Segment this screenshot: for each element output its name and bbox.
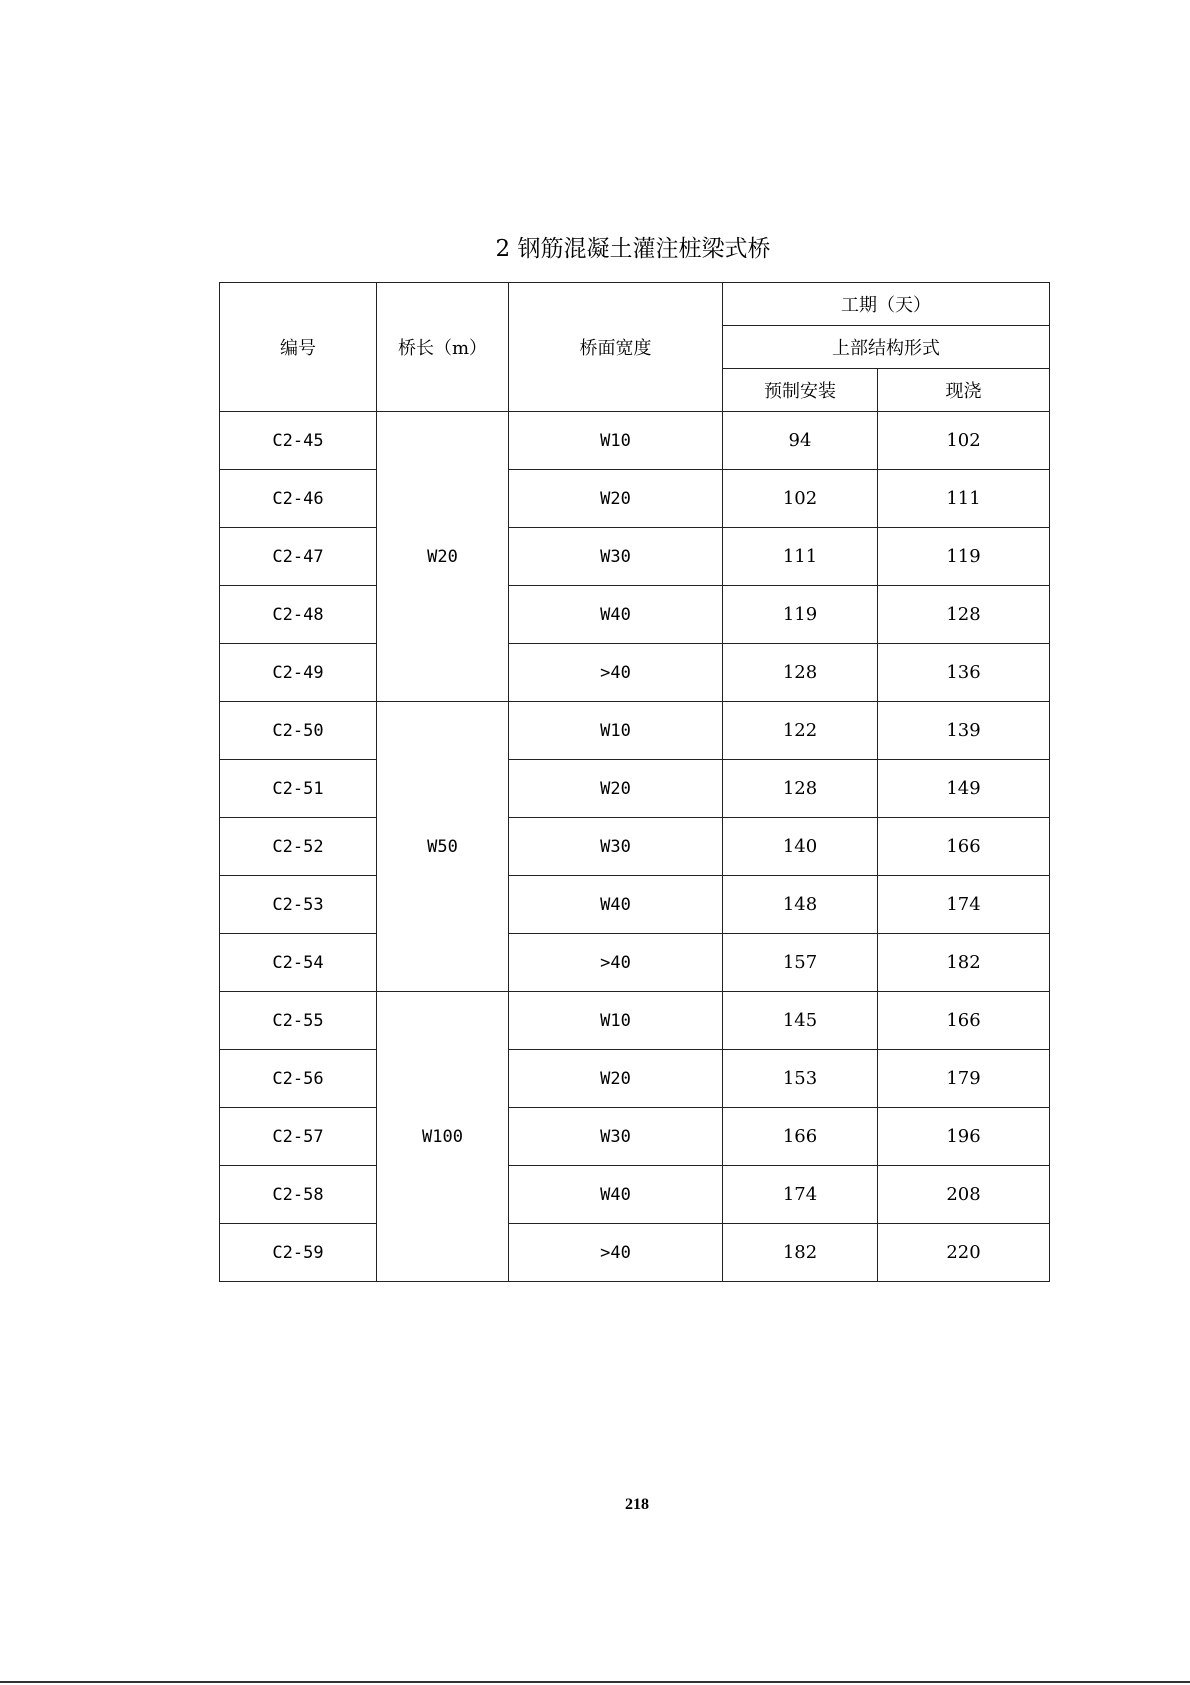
cell-cast: 174	[878, 876, 1050, 934]
construction-period-table	[219, 282, 1050, 1282]
table-row	[220, 528, 1050, 586]
table-body	[220, 412, 1050, 1282]
header-precast-install: 预制安装	[723, 369, 878, 412]
cell-precast: 119	[723, 586, 878, 644]
cell-precast: 94	[723, 412, 878, 470]
cell-deck-width: W10	[509, 702, 723, 760]
cell-precast: 122	[723, 702, 878, 760]
cell-deck-width: W40	[509, 876, 723, 934]
table-row	[220, 470, 1050, 528]
cell-id: C2-59	[220, 1224, 377, 1282]
cell-id: C2-56	[220, 1050, 377, 1108]
cell-id: C2-54	[220, 934, 377, 992]
cell-precast: 140	[723, 818, 878, 876]
cell-deck-width: W30	[509, 528, 723, 586]
page-title: 2 钢筋混凝土灌注桩梁式桥	[495, 236, 771, 262]
cell-cast: 166	[878, 992, 1050, 1050]
cell-cast: 179	[878, 1050, 1050, 1108]
cell-precast: 128	[723, 760, 878, 818]
cell-cast: 182	[878, 934, 1050, 992]
cell-id: C2-49	[220, 644, 377, 702]
cell-cast: 128	[878, 586, 1050, 644]
cell-deck-width: W30	[509, 1108, 723, 1166]
cell-id: C2-50	[220, 702, 377, 760]
table-header	[220, 283, 1050, 412]
header-superstructure-type: 上部结构形式	[723, 326, 1050, 369]
table-row	[220, 876, 1050, 934]
cell-id: C2-57	[220, 1108, 377, 1166]
cell-deck-width: W20	[509, 470, 723, 528]
cell-cast: 166	[878, 818, 1050, 876]
table-row	[220, 818, 1050, 876]
table-row	[220, 1050, 1050, 1108]
header-id: 编号	[220, 283, 377, 412]
table-row	[220, 1108, 1050, 1166]
cell-precast: 166	[723, 1108, 878, 1166]
cell-deck-width: >40	[509, 644, 723, 702]
table-row	[220, 1224, 1050, 1282]
cell-bridge-length: W100	[377, 992, 509, 1282]
cell-deck-width: >40	[509, 1224, 723, 1282]
table-row	[220, 412, 1050, 470]
cell-id: C2-55	[220, 992, 377, 1050]
cell-precast: 148	[723, 876, 878, 934]
cell-id: C2-47	[220, 528, 377, 586]
table-row	[220, 586, 1050, 644]
table-row	[220, 992, 1050, 1050]
cell-cast: 196	[878, 1108, 1050, 1166]
cell-deck-width: W20	[509, 1050, 723, 1108]
cell-precast: 111	[723, 528, 878, 586]
cell-cast: 149	[878, 760, 1050, 818]
cell-id: C2-52	[220, 818, 377, 876]
cell-cast: 208	[878, 1166, 1050, 1224]
cell-precast: 128	[723, 644, 878, 702]
cell-cast: 220	[878, 1224, 1050, 1282]
cell-deck-width: W40	[509, 586, 723, 644]
cell-deck-width: W30	[509, 818, 723, 876]
cell-cast: 136	[878, 644, 1050, 702]
cell-deck-width: W10	[509, 412, 723, 470]
cell-precast: 182	[723, 1224, 878, 1282]
header-bridge-length: 桥长（m）	[377, 283, 509, 412]
cell-cast: 139	[878, 702, 1050, 760]
cell-id: C2-46	[220, 470, 377, 528]
table-row	[220, 644, 1050, 702]
cell-precast: 145	[723, 992, 878, 1050]
cell-precast: 174	[723, 1166, 878, 1224]
header-duration: 工期（天）	[723, 283, 1050, 326]
table-row	[220, 1166, 1050, 1224]
cell-id: C2-48	[220, 586, 377, 644]
cell-id: C2-51	[220, 760, 377, 818]
cell-deck-width: W10	[509, 992, 723, 1050]
cell-bridge-length: W20	[377, 412, 509, 702]
cell-id: C2-58	[220, 1166, 377, 1224]
page-bottom-rule	[0, 1681, 1190, 1683]
page-number: 218	[625, 1496, 649, 1513]
cell-deck-width: W40	[509, 1166, 723, 1224]
table-row	[220, 702, 1050, 760]
cell-deck-width: W20	[509, 760, 723, 818]
cell-deck-width: >40	[509, 934, 723, 992]
cell-id: C2-45	[220, 412, 377, 470]
table-row	[220, 934, 1050, 992]
header-cast-in-place: 现浇	[878, 369, 1050, 412]
header-deck-width: 桥面宽度	[509, 283, 723, 412]
cell-precast: 153	[723, 1050, 878, 1108]
cell-cast: 102	[878, 412, 1050, 470]
cell-bridge-length: W50	[377, 702, 509, 992]
cell-cast: 111	[878, 470, 1050, 528]
cell-precast: 102	[723, 470, 878, 528]
cell-cast: 119	[878, 528, 1050, 586]
cell-precast: 157	[723, 934, 878, 992]
table-row	[220, 760, 1050, 818]
cell-id: C2-53	[220, 876, 377, 934]
